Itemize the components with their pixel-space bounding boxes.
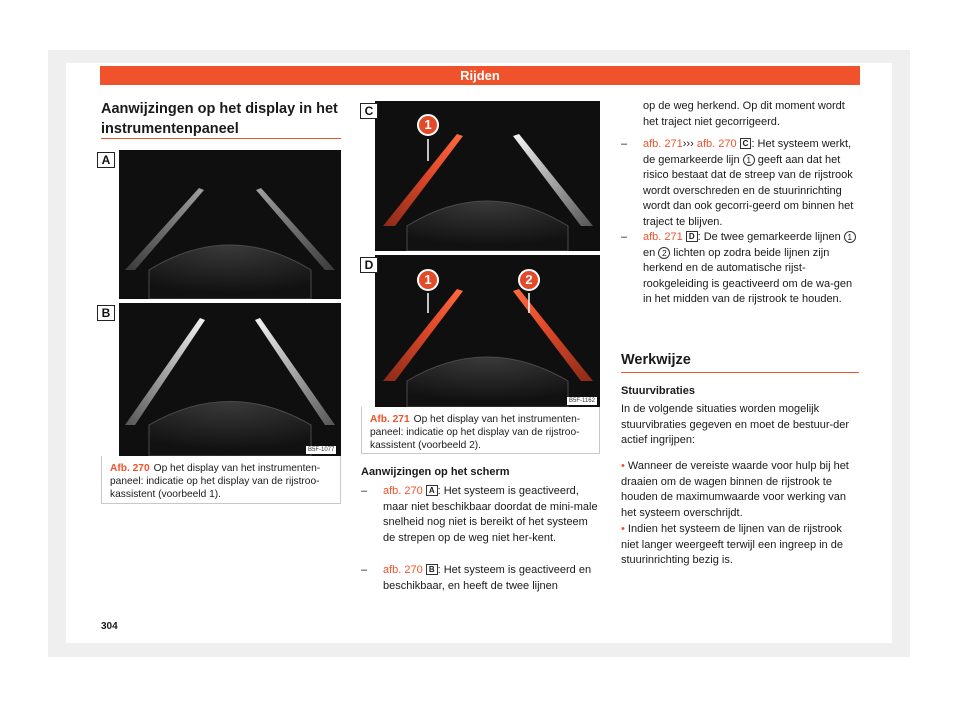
section-title: Werkwijze (621, 352, 691, 368)
figure-code: B5F-1162 (569, 398, 595, 404)
callout-1: 1 (417, 269, 439, 291)
caption-text: Op het display van het instrumenten-paneel: indicatie op het display van de rijstroo-kassistent (voorbeeld 2). (370, 414, 581, 451)
panel-marker: A (426, 485, 438, 496)
section-title: Aanwijzingen op het display in het instrumentenpaneel (101, 101, 338, 137)
bullet-item: • Indien het systeem de lijnen van de rijstrook niet langer weergeeft terwijl een ingreep in de stuurinrichting bezig is. (621, 523, 843, 566)
bullet-item: • Wanneer de vereiste waarde voor hulp bij het draaien om de wagen binnen de rijstrook te houden de maximumwaarde voor werking van het systeem overschrijdt. (621, 460, 849, 519)
caption-ref: Afb. 271 (370, 414, 410, 425)
callout-number: 2 (658, 247, 670, 259)
list-item: – afb. 271››› afb. 270 C : Het systeem werkt, de gemarkeerde lijn 1 geeft aan dat het risico bestaat dat de streep van de rijstrook wordt overschreden en de stuurinrichting wordt dan ook gecorri-geerd om binnen het traject te blijven. (621, 138, 854, 228)
figure-reference-link[interactable]: afb. 271 (643, 138, 683, 150)
panel-marker: C (740, 138, 752, 149)
panel-label-c: C (360, 103, 378, 119)
bullet-mark: • (621, 460, 625, 472)
caption-text: Op het display van het instrumenten-paneel: indicatie op het display van de rijstroo-kassistent (voorbeeld 1). (110, 463, 321, 500)
figure-reference-link[interactable]: afb. 271 (643, 231, 683, 243)
panel-separator (119, 299, 341, 303)
list-heading: Aanwijzingen op het scherm (361, 466, 510, 478)
intro-paragraph: In de volgende situaties worden mogelijk stuurvibraties gegeven en moet de bestuur-der actief ingrijpen: (621, 403, 850, 446)
subheading: Stuurvibraties (621, 385, 695, 397)
panel-label-b: B (97, 305, 115, 321)
figure-270 (119, 150, 341, 456)
callout-number: 1 (743, 154, 755, 166)
figure-caption (101, 456, 341, 504)
list-item: – afb. 271 D : De twee gemarkeerde lijnen 1 en 2 lichten op zodra beide lijnen zijn herkend en de automatische rijst-rookgeleiding is geactiveerd om de wa-gen in het midden van de rijstrook te houden. (621, 230, 861, 322)
panel-separator (375, 251, 600, 255)
callout-2: 2 (518, 269, 540, 291)
figure-271 (375, 101, 600, 407)
figure-reference-link[interactable]: afb. 270 (696, 138, 737, 150)
continued-text: op de weg herkend. Op dit moment wordt het traject niet gecorrigeerd. (643, 100, 845, 128)
title-rule (101, 138, 341, 139)
list-item: – afb. 270 A : Het systeem is geactiveerd, maar niet beschikbaar doordat de mini-male snelheid nog niet is bereikt of het systeem de strepen op de weg niet her-kent. (361, 485, 598, 544)
page-number: 304 (101, 621, 118, 632)
panel-label-a: A (97, 152, 115, 168)
title-rule (621, 372, 859, 373)
callout-1: 1 (417, 114, 439, 136)
caption-ref: Afb. 270 (110, 463, 150, 474)
panel-marker: B (426, 564, 438, 575)
figure-code: B5F-1077 (308, 447, 335, 453)
bullet-mark: • (621, 523, 625, 535)
callout-number: 1 (844, 231, 856, 243)
figure-caption (361, 407, 600, 454)
panel-label-d: D (360, 257, 378, 273)
list-item: – afb. 270 B : Het systeem is geactiveerd en beschikbaar, en heeft de twee lijnen (361, 564, 592, 592)
panel-marker: D (686, 231, 698, 242)
figure-reference-link[interactable]: afb. 270 (383, 564, 423, 576)
figure-reference-link[interactable]: afb. 270 (383, 485, 423, 497)
chapter-header: Rijden (100, 66, 860, 85)
